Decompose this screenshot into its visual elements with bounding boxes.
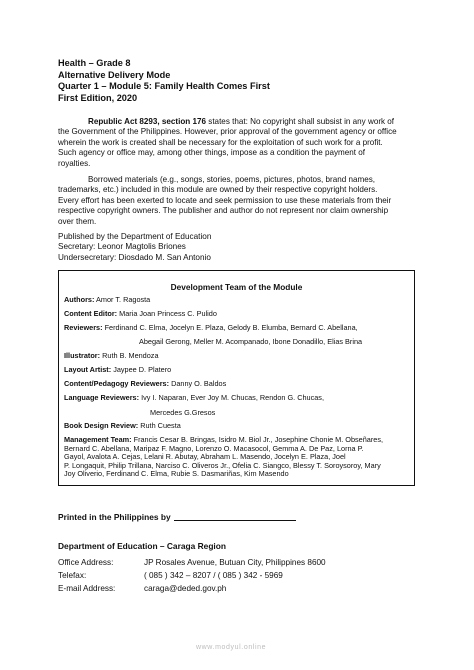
undersecretary: Undersecretary: Diosdado M. San Antonio (58, 252, 211, 262)
document-page: Health – Grade 8 Alternative Delivery Mode Quarter 1 – Module 5: Family Health Comes First First Edition, 2020 Republic Act 8293, section 176 states that: No copyright shall subsist in any work of the Government of the Philippines. However, prior approval of the government agency or office wherein the work is created shall be necessary for the exploitation of such work for a profit. Such agency or office may, among other things, impose as a condition the payment of royalties. Borrowed materials (e.g., songs, stories, poems, pictures, photos, brand names, trademarks, etc.) included in this module are owned by their respective copyright holders. Every effort has been exerted to locate and seek permission to use these materials from their respective copyright owners. The publisher and author do not represent nor claim ownership over them. Published by the Department of Education Secretary: Leonor Magtolis Briones Undersecretary: Diosdado M. San Antonio Development Team of the Module Authors: Amor T. Ragosta Content Editor: Maria Joan Princess C. Pulido Reviewers: Ferdinand C. Elma, Jocelyn E. Plaza, Gelody B. Elumba, Bernard C. Abellana, Abegail Gerong, Meller M. Acompanado, Ibone Donadillo, Elias Brina Illustrator: Ruth B. Mendoza Layout Artist: Jaypee D. Platero Content/Pedagogy Reviewers: Danny O. Baldos Language Reviewers: Ivy I. Naparan, Ever Joy M. Chucas, Rendon G. Chucas, Mercedes G.Gresos Book Design Review: Ruth Cuesta Management Team: Francis Cesar B. Bringas, Isidro M. Biol Jr., Josephine Chonie M. Obseñares, Bernard C. Abellana, Maripaz F. Magno, Lorenzo O. Macasocol, Gemma A. De Paz, Lorna P. Gayol, Avalota A. Cejas, Lelani R. Abutay, Abraham L. Masendo, Jocelyn E. Plaza, Joel P. Longaquit, Philip Trillana, Narciso C. Oliveros Jr., Ofelia C. Siangco, Blessy T. Soroysoroy, Mary Joy Oliverio, Ferdinand C. Elma, Rubie S. Dasmariñas, Kim Masendo Printed in the Philippines by Department of Education – Caraga Region Office Address: JP Rosales Avenue, Butuan City, Philippines 8600 Telefax: ( 085 ) 342 – 8207 / ( 085 ) 342 - 5969 E-mail Address: caraga@deded.gov.ph www.modyul.online (0, 0, 474, 670)
reviewers-line-2: Abegail Gerong, Meller M. Acompanado, Ibone Donadillo, Elias Brina (139, 337, 363, 346)
region-heading: Department of Education – Caraga Region (58, 541, 226, 551)
authors-line: Authors: Amor T. Ragosta (64, 295, 151, 304)
publisher-block (58, 232, 211, 263)
language-reviewers-line: Language Reviewers: Ivy I. Naparan, Ever Joy M. Chucas, Rendon G. Chucas, (64, 393, 324, 402)
printer-blank-line (174, 512, 296, 521)
module-header (58, 58, 418, 104)
module-title: Quarter 1 – Module 5: Family Health Comes First (58, 81, 270, 92)
development-team-box (58, 270, 415, 486)
edition: First Edition, 2020 (58, 92, 138, 103)
publisher: Published by the Department of Education (58, 232, 212, 241)
layout-artist-line: Layout Artist: Jaypee D. Platero (64, 365, 172, 374)
copyright-paragraph: Republic Act 8293, section 176 states that: No copyright shall subsist in any work of the Government of the Philippines. However, prior approval of the government agency or office wherein the work is created shall be necessary for the exploitation of such work for a profit. Such agency or office may, among other things, impose as a condition the payment of royalties. (58, 117, 397, 168)
management-team: Management Team: Francis Cesar B. Bringas, Isidro M. Biol Jr., Josephine Chonie M. Obseñares, Bernard C. Abellana, Maripaz F. Magno, Lorenzo O. Macasocol, Gemma A. De Paz, Lorna P. Gayol, Avalota A. Cejas, Lelani R. Abutay, Abraham L. Masendo, Jocelyn E. Plaza, Joel P. Longaquit, Philip Trillana, Narciso C. Oliveros Jr., Ofelia C. Siangco, Blessy T. Soroysoroy, Mary Joy Oliverio, Ferdinand C. Elma, Rubie S. Dasmariñas, Kim Masendo (64, 435, 384, 479)
borrowed-materials-paragraph: Borrowed materials (e.g., songs, stories, poems, pictures, photos, brand names, trademarks, etc.) included in this module are owned by their respective copyright holders. Every effort has been exerted to locate and seek permission to use these materials from their respective copyright owners. The publisher and author do not represent nor claim ownership over them. (58, 175, 392, 226)
republic-act-ref: Republic Act 8293, section 176 (88, 117, 207, 126)
team-title: Development Team of the Module (170, 282, 303, 292)
reviewers-line: Reviewers: Ferdinand C. Elma, Jocelyn E. Plaza, Gelody B. Elumba, Bernard C. Abellana, (64, 323, 358, 332)
language-reviewers-line-2: Mercedes G.Gresos (150, 408, 216, 417)
site-watermark: www.modyul.online (196, 644, 267, 651)
subject-grade: Health – Grade 8 (58, 58, 131, 68)
book-design-line: Book Design Review: Ruth Cuesta (64, 421, 181, 430)
printed-by-line: Printed in the Philippines by (58, 512, 296, 522)
secretary: Secretary: Leonor Magtolis Briones (58, 242, 186, 252)
delivery-mode: Alternative Delivery Mode (58, 69, 171, 80)
illustrator-line: Illustrator: Ruth B. Mendoza (64, 351, 159, 360)
pedagogy-reviewers-line: Content/Pedagogy Reviewers: Danny O. Baldos (64, 379, 227, 388)
editor-line: Content Editor: Maria Joan Princess C. Pulido (64, 309, 217, 318)
